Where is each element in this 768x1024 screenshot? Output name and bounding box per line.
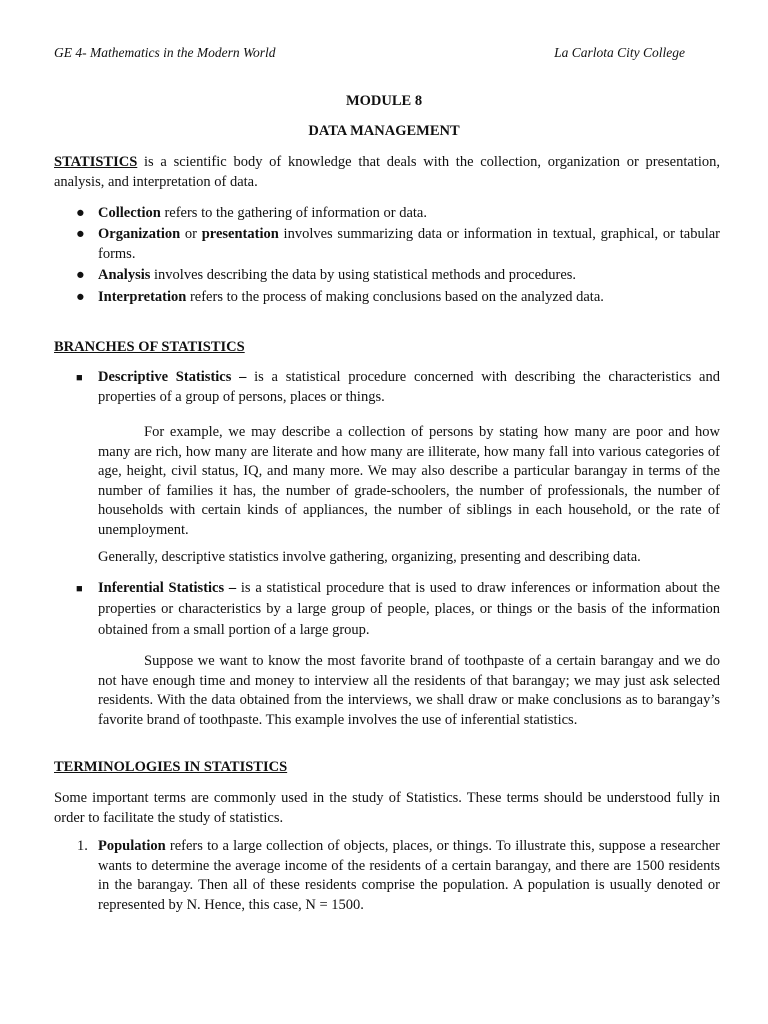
inferential-statistics-definition: Inferential Statistics – is a statistical procedure that is used to draw inferences or information about the properties or characteristics by a large group of people, places, or things or the basis of the information obtained from a small portion of a large group. <box>98 580 720 638</box>
header-course: GE 4- Mathematics in the Modern World <box>54 45 276 60</box>
terminologies-heading: TERMINOLOGIES IN STATISTICS <box>54 759 288 775</box>
descriptive-statistics-definition: Descriptive Statistics – is a statistical procedure concerned with describing the characteristics and properties of a group of persons, places or things. <box>98 369 720 405</box>
intro-text: is a scientific body of knowledge that deals with the collection, organization or presentation, analysis, and interpretation of data. <box>54 154 720 190</box>
definition-organization: Organization or presentation involves summarizing data or information in textual, graphical, or tabular forms. <box>98 226 720 262</box>
bullet-dot: ● <box>76 289 85 305</box>
module-subtitle: DATA MANAGEMENT <box>308 123 460 139</box>
module-title: MODULE 8 <box>345 93 423 109</box>
definition-interpretation: Interpretation refers to the process of making conclusions based on the analyzed data. <box>98 289 604 305</box>
square-bullet: ■ <box>76 583 83 595</box>
intro-paragraph <box>54 153 720 192</box>
descriptive-example-paragraph: For example, we may describe a collection of persons by stating how many are poor and how many are rich, how many are literate and how many are illiterate, how many fall into various categories of age, height, civil status, IQ, and many more. We may also describe a particular barangay in terms of the number of families it has, the number of grade-schoolers, the number of professionals, the number of households with certain kinds of appliances, the number of siblings in each household, or the rate of unemployment. <box>98 424 720 538</box>
intro-term: STATISTICS <box>54 154 138 170</box>
bullet-dot: ● <box>76 205 85 221</box>
terminologies-intro: Some important terms are commonly used in the study of Statistics. These terms should be understood fully in order to facilitate the study of statistics. <box>54 790 720 826</box>
inferential-example-paragraph: Suppose we want to know the most favorite brand of toothpaste of a certain barangay and we do not have enough time and money to interview all the residents of that barangay; we may just ask selected residents. With the data obtained from the interviews, we shall draw or make conclusions as to barangay’s favorite brand of toothpaste. This example involves the use of inferential statistics. <box>98 653 720 728</box>
header-college: La Carlota City College <box>554 45 685 60</box>
definition-analysis: Analysis involves describing the data by using statistical methods and procedures. <box>98 267 577 283</box>
square-bullet: ■ <box>76 372 83 384</box>
population-definition: Population refers to a large collection of objects, places, or things. To illustrate this, suppose a researcher wants to determine the average income of the residents of a certain barangay, and there are 1500 residents in the barangay. Then all of these residents comprise the population. A population is usually denoted or represented by N. Hence, this case, N = 1500. <box>98 838 720 913</box>
descriptive-general-note: Generally, descriptive statistics involve gathering, organizing, presenting and describing data. <box>98 549 641 565</box>
branches-heading: BRANCHES OF STATISTICS <box>54 339 245 355</box>
bullet-dot: ● <box>76 226 85 242</box>
list-number: 1. <box>77 838 88 854</box>
bullet-dot: ● <box>76 267 85 283</box>
definition-collection: Collection refers to the gathering of information or data. <box>98 205 427 221</box>
